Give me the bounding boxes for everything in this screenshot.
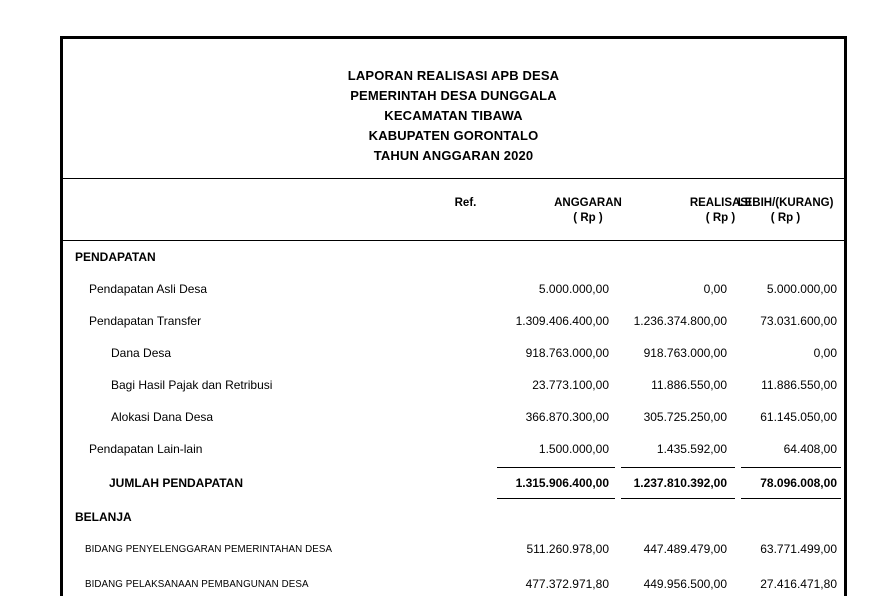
- row-value-selisih: 5.000.000,00: [766, 282, 837, 296]
- table-row: [63, 533, 844, 568]
- row-label: Pendapatan Transfer: [89, 314, 202, 328]
- row-value-selisih: 27.416.471,80: [760, 577, 837, 591]
- row-value-realisasi: 1.435.592,00: [656, 442, 727, 456]
- column-header-selisih-label: LEBIH/(KURANG): [737, 197, 834, 209]
- column-header-anggaran-label: ANGGARAN: [554, 197, 622, 209]
- row-label: Bagi Hasil Pajak dan Retribusi: [111, 378, 273, 392]
- row-value-selisih: 63.771.499,00: [760, 542, 837, 556]
- column-header-realisasi-unit: ( Rp ): [705, 212, 736, 224]
- row-value-selisih: 11.886.550,00: [761, 378, 837, 392]
- total-cell-rule: [741, 467, 841, 468]
- row-value-anggaran: 1.500.000,00: [538, 442, 609, 456]
- row-value-anggaran: 511.260.978,00: [526, 542, 609, 556]
- row-value-realisasi: 449.956.500,00: [643, 577, 727, 591]
- row-value-anggaran: 23.773.100,00: [532, 378, 609, 392]
- row-value-anggaran: 918.763.000,00: [525, 346, 609, 360]
- row-label: Alokasi Dana Desa: [111, 410, 214, 424]
- column-header-selisih-unit: ( Rp ): [770, 212, 801, 224]
- report-title-line-4: KABUPATEN GORONTALO: [368, 128, 539, 143]
- total-cell-rule: [497, 467, 615, 468]
- total-cell-rule: [497, 498, 615, 499]
- row-value-selisih: 78.096.008,00: [760, 476, 837, 490]
- table-row: [63, 337, 844, 369]
- row-value-selisih: 73.031.600,00: [760, 314, 837, 328]
- report-title-line-3: KECAMATAN TIBAWA: [384, 108, 523, 123]
- row-label: BELANJA: [75, 510, 132, 524]
- row-value-realisasi: 1.237.810.392,00: [633, 476, 727, 490]
- row-value-realisasi: 11.886.550,00: [651, 378, 727, 392]
- row-value-anggaran: 1.309.406.400,00: [515, 314, 609, 328]
- table-row: [63, 369, 844, 401]
- table-row: [63, 433, 844, 465]
- column-header-realisasi-label: REALISASI: [689, 197, 752, 209]
- table-body: [63, 241, 844, 603]
- report-title-line-2: PEMERINTAH DESA DUNGGALA: [350, 88, 557, 103]
- table-row: [63, 305, 844, 337]
- row-label: Dana Desa: [111, 346, 172, 360]
- table-row: [63, 273, 844, 305]
- report-table-frame: [60, 36, 847, 596]
- report-title-line-5: TAHUN ANGGARAN 2020: [373, 148, 534, 163]
- table-row: [63, 401, 844, 433]
- total-cell-rule: [741, 498, 841, 499]
- row-label: Pendapatan Lain-lain: [89, 442, 203, 456]
- row-value-selisih: 64.408,00: [783, 442, 837, 456]
- row-value-realisasi: 0,00: [703, 282, 727, 296]
- table-row: [63, 241, 844, 273]
- row-value-realisasi: 447.489.479,00: [643, 542, 727, 556]
- row-value-selisih: 61.145.050,00: [760, 410, 837, 424]
- total-cell-rule: [621, 467, 735, 468]
- report-title-block: [63, 39, 844, 178]
- column-header-ref-label: Ref.: [454, 197, 477, 209]
- table-row: [63, 465, 844, 501]
- row-label: JUMLAH PENDAPATAN: [109, 476, 243, 490]
- table-header-row: [63, 179, 844, 240]
- row-value-selisih: 0,00: [813, 346, 837, 360]
- row-label: Pendapatan Asli Desa: [89, 282, 208, 296]
- total-cell-rule: [621, 498, 735, 499]
- table-row: [63, 501, 844, 533]
- column-header-anggaran-unit: ( Rp ): [573, 212, 603, 224]
- row-label: BIDANG PELAKSANAAN PEMBANGUNAN DESA: [85, 578, 309, 590]
- column-header-selisih: [728, 196, 843, 226]
- row-value-anggaran: 477.372.971,80: [525, 577, 609, 591]
- row-value-realisasi: 305.725.250,00: [643, 410, 727, 424]
- row-value-anggaran: 1.315.906.400,00: [515, 476, 609, 490]
- row-label: BIDANG PENYELENGGARAN PEMERINTAHAN DESA: [85, 543, 333, 555]
- column-header-ref: [418, 196, 513, 211]
- row-value-realisasi: 1.236.374.800,00: [633, 314, 727, 328]
- table-row: [63, 568, 844, 603]
- row-value-anggaran: 5.000.000,00: [538, 282, 609, 296]
- row-value-realisasi: 918.763.000,00: [643, 346, 727, 360]
- report-title-line-1: LAPORAN REALISASI APB DESA: [347, 68, 560, 83]
- row-value-anggaran: 366.870.300,00: [525, 410, 609, 424]
- row-label: PENDAPATAN: [75, 250, 156, 264]
